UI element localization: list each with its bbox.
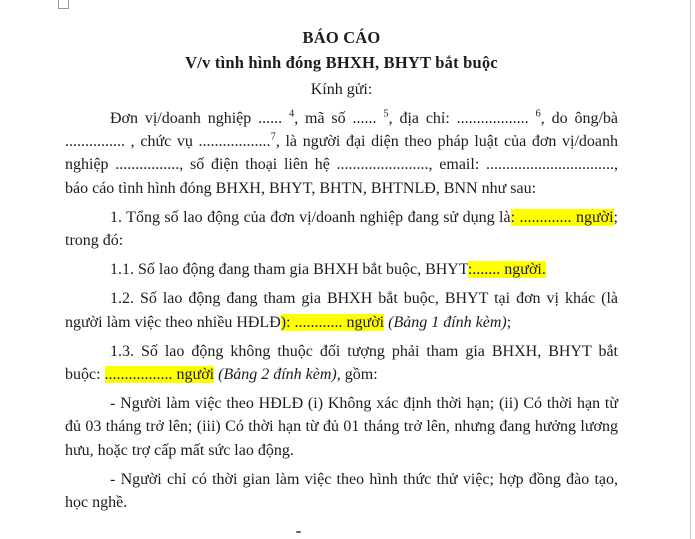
- highlight-field[interactable]: ................. người: [104, 366, 215, 384]
- text-run: (Bảng 1 đính kèm): [388, 313, 507, 331]
- highlight-field[interactable]: :....... người.: [467, 261, 546, 279]
- clipped-next-line-fragment: [296, 531, 301, 533]
- text-run: ; trong đó:: [65, 208, 618, 250]
- bullet-paragraph: [65, 468, 618, 514]
- salutation: Kính gửi:: [310, 81, 373, 98]
- text-run: , địa chỉ: ..................: [388, 110, 536, 127]
- highlight-field[interactable]: ): ............ người: [280, 313, 385, 331]
- text-run: (Bảng 2 đính kèm): [218, 366, 337, 384]
- text-run: - Người làm việc theo HĐLĐ (i) Không xác định thời hạn; (ii) Có thời hạn từ đủ 03 tháng trở lên; (iii) Có thời hạn từ đủ 01 tháng trở lên, nhưng đang hưởng lương hưu, hoặc trợ cấp mất sức lao động.: [65, 395, 618, 459]
- text-run: 1. Tổng số lao động của đơn vị/doanh nghiệp đang sử dụng là: [110, 208, 511, 226]
- doc-subtitle: V/v tình hình đóng BHXH, BHYT bắt buộc: [185, 53, 498, 72]
- highlight-field[interactable]: : ............. người: [510, 208, 614, 226]
- section-1-1-paragraph: [65, 258, 618, 281]
- text-run: , gồm:: [336, 366, 378, 384]
- doc-title: BÁO CÁO: [302, 28, 381, 47]
- text-run: 1.2. Số lao động đang tham gia BHXH bắt buộc, BHYT tại đơn vị khác (là người làm việc theo nhiều HĐLĐ: [65, 290, 618, 331]
- text-run: , do ông/bà ............... , chức vụ ..................: [65, 110, 618, 151]
- section-1-2-paragraph: [65, 287, 618, 333]
- section-1-paragraph: [65, 206, 618, 252]
- section-1-3-paragraph: [65, 340, 618, 386]
- text-run: 1.3. Số lao động không thuộc đối tượng phải tham gia BHXH, BHYT bắt buộc:: [65, 342, 618, 384]
- bullet-paragraph: [65, 392, 618, 462]
- footnote-ref: 6: [535, 108, 541, 120]
- footnote-ref: 5: [383, 108, 389, 120]
- text-run: Đơn vị/doanh nghiệp ......: [110, 110, 289, 127]
- text-run: - Người chỉ có thời gian làm việc theo hình thức thử việc; hợp đồng đào tạo, học nghề.: [65, 470, 618, 512]
- footnote-ref: 7: [270, 131, 276, 143]
- text-run: , là người đại diện theo pháp luật của đơn vị/doanh nghiệp ................, số điện thoại liên hệ ......................., email: ................................, báo cáo tình hình đóng BHXH, BHYT, BHTN, BHTNLĐ, BNN như sau:: [65, 133, 619, 197]
- footnote-ref: 4: [288, 108, 295, 120]
- text-run: ;: [506, 313, 512, 331]
- text-run: 1.1. Số lao động đang tham gia BHXH bắt buộc, BHYT: [110, 261, 468, 279]
- text-run: , mã số ......: [294, 110, 384, 127]
- intro-paragraph: [65, 107, 618, 200]
